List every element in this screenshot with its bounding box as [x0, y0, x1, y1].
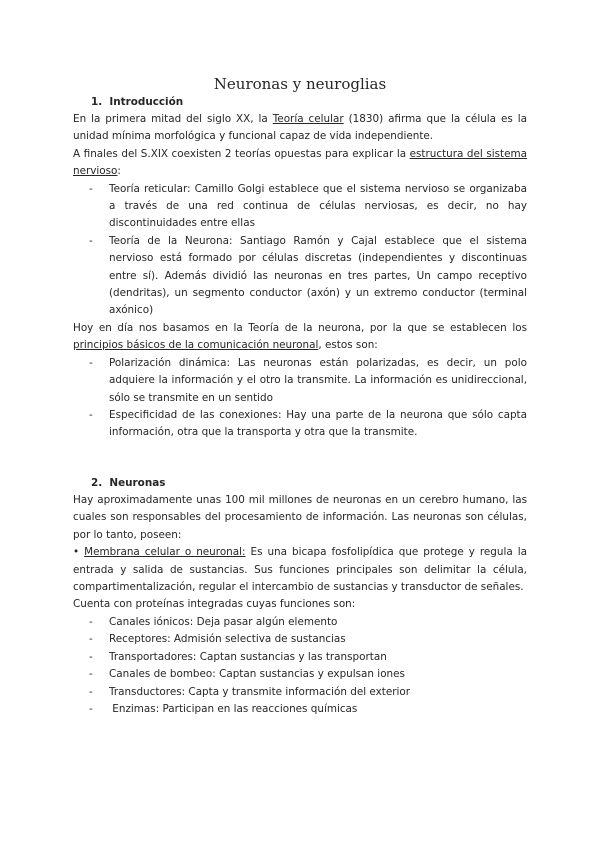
list-item-polarizacion: - Polarización dinámica: Las neuronas están polarizadas, es decir, un polo adquiere la información y el otro la transmite. La información es unidireccional, sólo se transmite en un sentido — [73, 355, 527, 407]
link-estructura-sistema-nervioso[interactable]: estructura del sistema nervioso — [73, 147, 528, 178]
section-heading-introduccion: 1. Introducción — [91, 96, 184, 108]
paragraph-teoria-celular — [73, 111, 527, 146]
list-item-canales-bombeo: - Canales de bombeo: Captan sustancias y expulsan iones — [73, 666, 527, 683]
list-item-canales-ionicos: - Canales iónicos: Deja pasar algún elemento — [73, 614, 527, 631]
bullet-icon: • — [73, 546, 80, 559]
paragraph-teorias-opuestas — [73, 146, 527, 181]
document-title: Neuronas y neuroglias — [213, 75, 387, 93]
text-run: Hoy en día nos basamos en la Teoría de la neurona, por la que se establecen los — [73, 322, 527, 334]
text-run: En la primera mitad del siglo XX, la — [73, 113, 273, 125]
proteins-list-wrapper — [73, 614, 527, 718]
text-run: : — [117, 165, 121, 178]
list-item-receptores: - Receptores: Admisión selectiva de sustancias — [73, 631, 527, 648]
list-item-especificidad: - Especificidad de las conexiones: Hay una parte de la neurona que sólo capta información, otra que la transporta y otra que la transmite. — [73, 407, 527, 442]
neuronas-block — [73, 492, 527, 614]
paragraph-principios — [73, 320, 527, 355]
paragraph-proteinas: Cuenta con proteínas integradas cuyas funciones son: — [73, 598, 356, 611]
list-item-transductores: - Transductores: Capta y transmite información del exterior — [73, 684, 527, 701]
text-run: (1830) afirma que la célula es la unidad mínima morfológica y funcional capaz de vida independiente. — [73, 113, 527, 143]
list-item-teoria-reticular: - Teoría reticular: Camillo Golgi establece que el sistema nervioso se organizaba a través de una red continua de células nerviosas, es decir, no hay discontinuidades entre ellas — [73, 181, 527, 233]
section-heading-neuronas: 2. Neuronas — [91, 477, 166, 489]
intro-block — [73, 111, 527, 320]
text-run: Es una bicapa fosfolipídica que protege y regula la entrada y salida de sustancias. Sus funciones principales son delimitar la célula, compartimentalización, regular el intercambio de sustancias y transductor de señales. — [73, 546, 527, 594]
text-run: A finales del S.XIX coexisten 2 teorías opuestas para explicar la — [73, 147, 410, 160]
list-item-teoria-neurona: - Teoría de la Neurona: Santiago Ramón y Cajal establece que el sistema nervioso está formado por células discretas (independientes y discontinuas entre sí). Además dividió las neuronas en tres partes, Un campo receptivo (dendritas), un segmento conductor (axón) y un extremo conductor (terminal axónico) — [73, 233, 527, 320]
principles-block — [73, 320, 527, 442]
link-principios-comunicacion[interactable]: principios básicos de la comunicación neuronal — [73, 339, 319, 352]
link-teoria-celular[interactable]: Teoría celular — [272, 113, 344, 125]
paragraph-neuronas-intro: Hay aproximadamente unas 100 mil millones de neuronas en un cerebro humano, las cuales son responsables del procesamiento de información. Las neuronas son células, por lo tanto, poseen: — [73, 494, 527, 541]
principles-list — [73, 355, 527, 442]
proteins-list — [73, 614, 527, 718]
link-membrana-celular[interactable]: Membrana celular o neuronal: — [84, 546, 246, 559]
text-run: , estos son: — [318, 339, 378, 352]
list-item-transportadores: - Transportadores: Captan sustancias y las transportan — [73, 649, 527, 666]
list-item-enzimas: - Enzimas: Participan en las reacciones químicas — [73, 701, 527, 718]
paragraph-membrana — [73, 544, 527, 596]
theories-list — [73, 181, 527, 320]
